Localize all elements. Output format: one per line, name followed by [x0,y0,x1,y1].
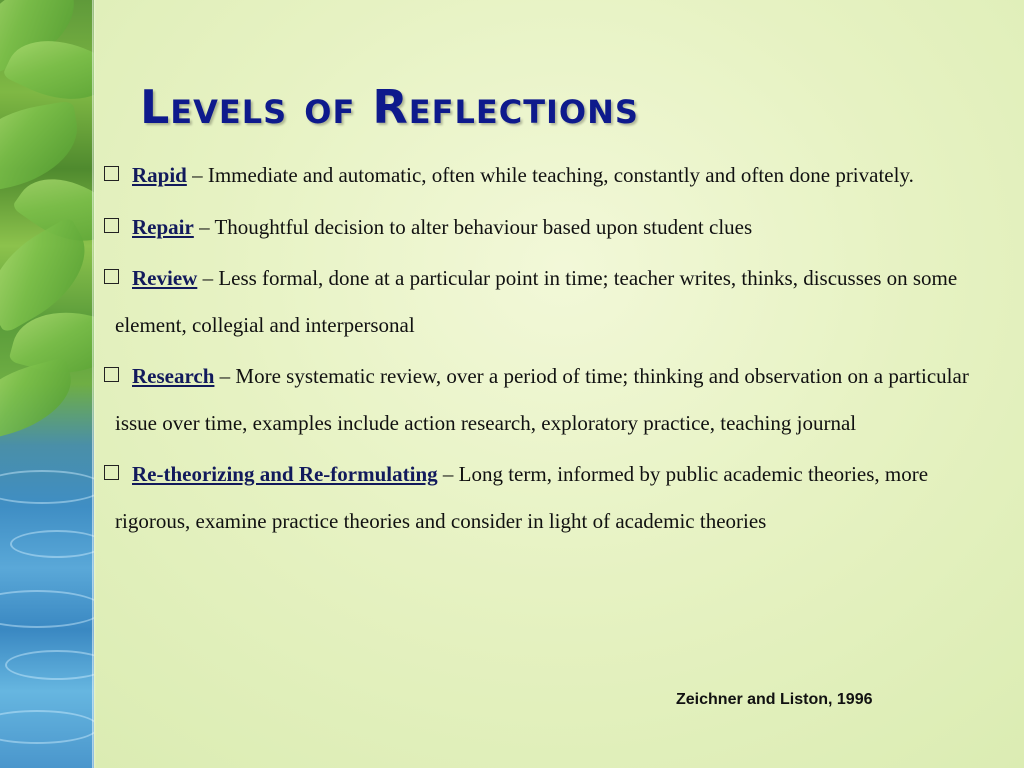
bullet-text: Less formal, done at a particular point in time; teacher writes, thinks, discusses on some element, collegial and interpersonal [115,266,958,337]
bullet-text: Long term, informed by public academic theories, more rigorous, examine practice theories and consider in light of academic theories [115,462,929,533]
separator: – [186,163,208,187]
bullet-text: More systematic review, over a period of time; thinking and observation on a particular issue over time, examples include action research, exploratory practice, teaching journal [115,364,969,435]
separator: – [197,266,219,290]
separator: – [214,364,236,388]
square-bullet-icon [104,218,119,233]
bullet-item-repair [104,204,984,251]
square-bullet-icon [104,465,119,480]
bullet-item-research [104,353,984,446]
strip-edge-highlight [92,0,96,768]
square-bullet-icon [104,166,119,181]
square-bullet-icon [104,367,119,382]
square-bullet-icon [104,269,119,284]
bullet-text: Thoughtful decision to alter behaviour based upon student clues [214,214,753,239]
bullet-item-review [104,255,984,348]
bullet-item-rapid [104,152,984,199]
citation: Zeichner and Liston, 1996 [676,691,873,708]
decorative-leaf-water-strip [0,0,94,768]
bullet-term: Repair [132,214,194,239]
bullet-term: Re-theorizing and Re-formulating [132,462,438,486]
bullet-item-re-theorizing [104,451,984,544]
bullet-term: Rapid [132,163,187,187]
separator: – [193,214,215,239]
bullet-term: Review [132,266,198,290]
bullet-list [104,152,984,549]
bullet-term: Research [132,364,215,388]
slide-title: Levels of Reflections [140,80,639,134]
separator: – [437,462,459,486]
bullet-text: Immediate and automatic, often while teaching, constantly and often done privately. [207,163,914,187]
